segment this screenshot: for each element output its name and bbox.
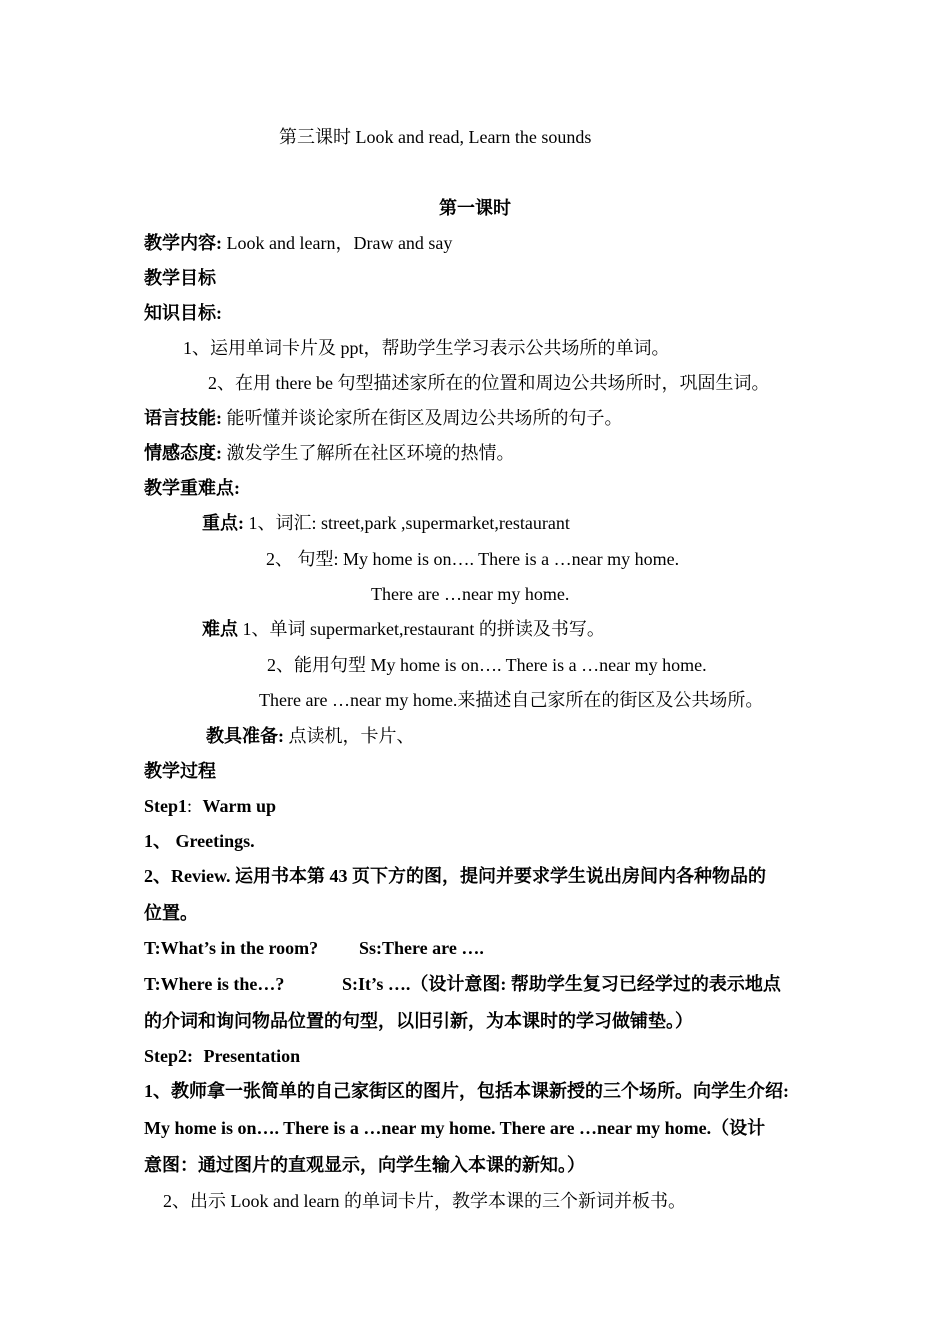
step1-label: Step1 xyxy=(144,796,188,816)
process-heading: 教学过程 xyxy=(144,761,216,781)
lesson3-heading: 第三课时 Look and read, Learn the sounds xyxy=(279,127,592,147)
step1-item-1: 1、 Greetings. xyxy=(144,831,255,851)
content-label: 教学内容: xyxy=(144,233,222,253)
step1-item-2-line2: 位置。 xyxy=(144,903,198,923)
key-item-1: 1、词汇: street,park ,supermarket,restaurant xyxy=(248,513,570,533)
key-item-2b: There are …near my home. xyxy=(371,584,570,604)
dialog-1-teacher: T:What’s in the room? xyxy=(144,938,319,958)
aids-row xyxy=(206,724,415,748)
step2-item-1-line1: 1、教师拿一张简单的自己家街区的图片，包括本课新授的三个场所。向学生介绍: xyxy=(144,1081,789,1101)
difficult-row xyxy=(202,617,605,641)
difficult-label: 难点 xyxy=(202,619,238,639)
objectives-heading: 教学目标 xyxy=(144,268,216,288)
step2-item-1-line2: My home is on…. There is a …near my home. There are …near my home.（设计 xyxy=(144,1118,766,1138)
language-row xyxy=(144,406,623,430)
content-text: Look and learn，Draw and say xyxy=(226,233,453,253)
knowledge-label: 知识目标: xyxy=(144,303,222,323)
knowledge-item-2: 2、在用 there be 句型描述家所在的位置和周边公共场所时，巩固生词。 xyxy=(208,373,770,393)
dialog-1-students: Ss:There are …. xyxy=(359,938,484,958)
dialog-2-continued: 的介词和询问物品位置的句型，以旧引新，为本课时的学习做铺垫。） xyxy=(144,1011,693,1031)
step2-item-1-line3: 意图：通过图片的直观显示，向学生输入本课的新知。） xyxy=(144,1155,585,1175)
language-text: 能听懂并谈论家所在街区及周边公共场所的句子。 xyxy=(226,408,623,428)
dialog-2-teacher: T:Where is the…? xyxy=(144,974,285,994)
step1-heading: Step1: Warm up xyxy=(144,796,277,816)
key-row xyxy=(202,511,570,535)
content-row xyxy=(144,231,452,255)
emotion-label: 情感态度: xyxy=(144,443,222,463)
step2-label: Step2: xyxy=(144,1046,193,1066)
dialog-2-student: S:It’s ….（设计意图: 帮助学生复习已经学过的表示地点 xyxy=(342,974,781,994)
key-label: 重点: xyxy=(202,513,244,533)
difficult-item-2b: There are …near my home.来描述自己家所在的街区及公共场所。 xyxy=(259,690,764,710)
knowledge-item-1: 1、运用单词卡片及 ppt，帮助学生学习表示公共场所的单词。 xyxy=(183,338,670,358)
difficult-item-2: 2、能用句型 My home is on…. There is a …near my home. xyxy=(267,655,707,675)
aids-text: 点读机，卡片、 xyxy=(288,726,415,746)
difficult-item-1: 1、单词 supermarket,restaurant 的拼读及书写。 xyxy=(242,619,605,639)
emotion-text: 激发学生了解所在社区环境的热情。 xyxy=(226,443,515,463)
key-item-2: 2、 句型: My home is on…. There is a …near my home. xyxy=(266,549,680,569)
language-label: 语言技能: xyxy=(144,408,222,428)
step2-item-2: 2、出示 Look and learn 的单词卡片，教学本课的三个新词并板书。 xyxy=(163,1191,686,1211)
step2-heading xyxy=(144,1044,300,1068)
step1-item-2-line1: 2、Review. 运用书本第 43 页下方的图，提问并要求学生说出房间内各种物品的 xyxy=(144,866,766,886)
step2-title: Presentation xyxy=(203,1046,301,1066)
lesson1-heading: 第一课时 xyxy=(439,198,511,218)
key-difficult-heading: 教学重难点: xyxy=(144,478,240,498)
emotion-row xyxy=(144,441,515,465)
step1-title: Warm up xyxy=(202,796,277,816)
aids-label: 教具准备: xyxy=(206,726,284,746)
